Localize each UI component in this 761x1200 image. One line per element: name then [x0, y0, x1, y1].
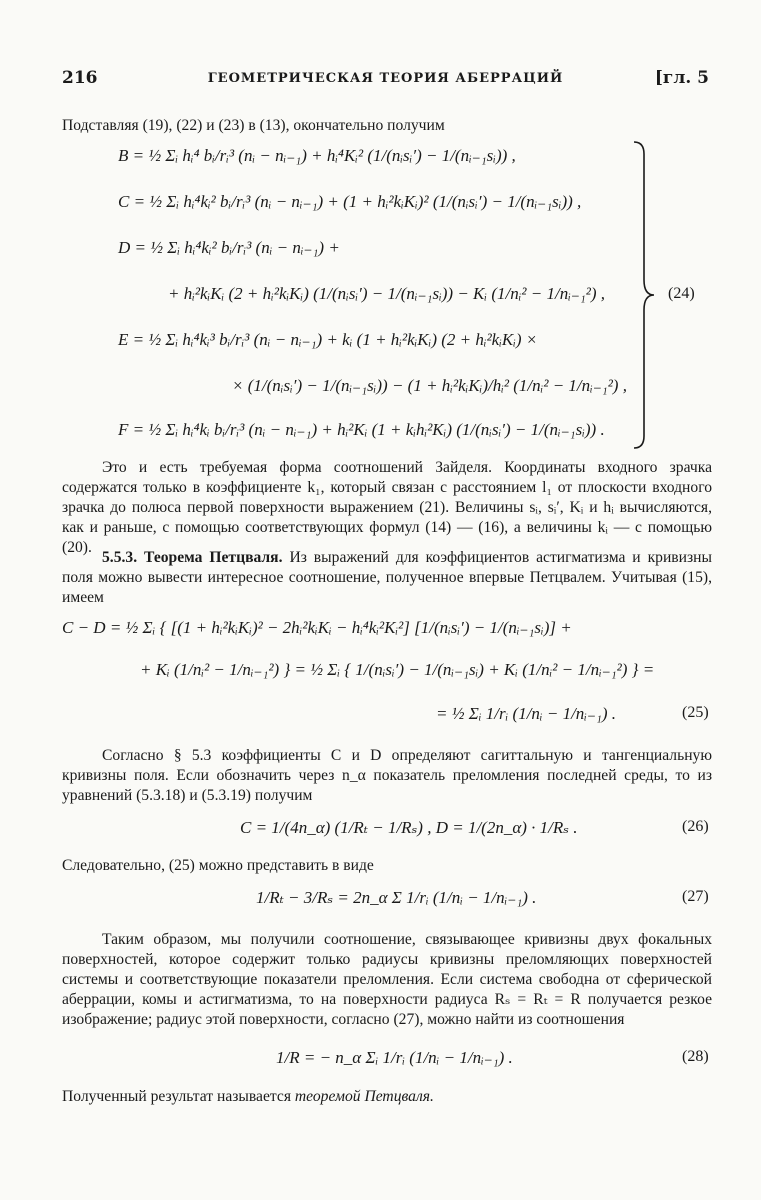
paragraph-therefore: Следовательно, (25) можно представить в виде — [62, 857, 374, 874]
eq24-line-6: × (1/(nᵢsᵢ′) − 1/(nᵢ₋₁sᵢ)) − (1 + hᵢ²kᵢKᵢ)/hᵢ² (1/nᵢ² − 1/nᵢ₋₁²) , — [232, 376, 627, 395]
eq27-text: 1/Rₜ − 3/Rₛ = 2n_α Σ 1/rᵢ (1/nᵢ − 1/nᵢ₋₁) . — [256, 888, 537, 907]
conclusion-line: Полученный результат называется теоремой Петцваля. — [62, 1088, 434, 1105]
eq27-number: (27) — [682, 888, 709, 905]
eq25-number: (25) — [682, 704, 709, 721]
eq25-line-2: + Kᵢ (1/nᵢ² − 1/nᵢ₋₁²) } = ½ Σᵢ { 1/(nᵢsᵢ′) − 1/(nᵢ₋₁sᵢ) + Kᵢ (1/nᵢ² − 1/nᵢ₋₁²) } = — [140, 660, 655, 679]
eq26-text: C = 1/(4n_α) (1/Rₜ − 1/Rₛ) , D = 1/(2n_α) · 1/Rₛ . — [240, 818, 578, 837]
paragraph-focal-surfaces: Таким образом, мы получили соотношение, связывающее кривизны двух фокальных поверхностей, которое содержит только радиусы кривизны преломляющих поверхностей системы и соответствующие показатели преломления. Если система свободна от сферической аберрации, комы и астигматизма, то на поверхности радиуса Rₛ = Rₜ = R получается резкое изображение; радиус этой поверхности, согласно (27), можно найти из соотношения — [62, 931, 712, 1028]
eq25-line-1: C − D = ½ Σᵢ { [(1 + hᵢ²kᵢKᵢ)² − 2hᵢ²kᵢKᵢ − hᵢ⁴kᵢ²Kᵢ²] [1/(nᵢsᵢ′) − 1/(nᵢ₋₁sᵢ)] + — [62, 618, 572, 637]
chapter-marker: [гл. 5 — [654, 68, 709, 88]
eq26-number: (26) — [682, 818, 709, 835]
petzval-theorem-term: теоремой Петцваля. — [294, 1088, 434, 1105]
paragraph-curvature: Согласно § 5.3 коэффициенты C и D определяют сагиттальную и тангенциальную кривизны поля. Если обозначить через n_α показатель преломления последней среды, то из уравнений (5.3.18) и (5.3.19) получим — [62, 747, 712, 804]
eq24-line-3: D = ½ Σᵢ hᵢ⁴kᵢ² bᵢ/rᵢ³ (nᵢ − nᵢ₋₁) + — [118, 238, 340, 257]
eq24-line-7: F = ½ Σᵢ hᵢ⁴kᵢ bᵢ/rᵢ³ (nᵢ − nᵢ₋₁) + hᵢ²Kᵢ (1 + kᵢhᵢ²Kᵢ) (1/(nᵢsᵢ′) − 1/(nᵢ₋₁sᵢ)) . — [118, 420, 605, 439]
running-title: ГЕОМЕТРИЧЕСКАЯ ТЕОРИЯ АБЕРРАЦИЙ — [207, 71, 564, 86]
eq24-line-1: B = ½ Σᵢ hᵢ⁴ bᵢ/rᵢ³ (nᵢ − nᵢ₋₁) + hᵢ⁴Kᵢ² (1/(nᵢsᵢ′) − 1/(nᵢ₋₁sᵢ)) , — [118, 146, 516, 165]
eq24-number: (24) — [668, 285, 695, 302]
section-heading: 5.5.3. Теорема Петцваля. — [102, 549, 283, 566]
eq28-text: 1/R = − n_α Σᵢ 1/rᵢ (1/nᵢ − 1/nᵢ₋₁) . — [276, 1048, 513, 1067]
paragraph-seidel: Это и есть требуемая форма соотношений Зайделя. Координаты входного зрачка содержатся только в коэффициенте k₁, который связан с расстоянием l₁ от плоскости входного зрачка до полюса первой поверхности выражением (21). Величины sᵢ, sᵢ′, Kᵢ и hᵢ вычисляются, как и раньше, с помощью соответствующих формул (14) — (16), а величины kᵢ — с помощью (20). — [62, 459, 712, 556]
page-number: 216 — [62, 68, 98, 88]
section-petzval: 5.5.3. Теорема Петцваля. Из выражений для коэффициентов астигматизма и кривизны поля можно вывести интересное соотношение, полученное впервые Петцвалем. Учитывая (15), имеем — [62, 549, 712, 606]
eq25-line-3: = ½ Σᵢ 1/rᵢ (1/nᵢ − 1/nᵢ₋₁) . — [436, 704, 617, 723]
eq24-line-2: C = ½ Σᵢ hᵢ⁴kᵢ² bᵢ/rᵢ³ (nᵢ − nᵢ₋₁) + (1 + hᵢ²kᵢKᵢ)² (1/(nᵢsᵢ′) − 1/(nᵢ₋₁sᵢ)) , — [118, 192, 582, 211]
eq28-number: (28) — [682, 1048, 709, 1065]
running-header — [62, 68, 709, 92]
right-brace — [632, 140, 656, 450]
eq24-line-4: + hᵢ²kᵢKᵢ (2 + hᵢ²kᵢKᵢ) (1/(nᵢsᵢ′) − 1/(nᵢ₋₁sᵢ)) − Kᵢ (1/nᵢ² − 1/nᵢ₋₁²) , — [168, 284, 606, 303]
eq24-line-5: E = ½ Σᵢ hᵢ⁴kᵢ³ bᵢ/rᵢ³ (nᵢ − nᵢ₋₁) + kᵢ (1 + hᵢ²kᵢKᵢ) (2 + hᵢ²kᵢKᵢ) × — [118, 330, 538, 349]
intro-line: Подставляя (19), (22) и (23) в (13), окончательно получим — [62, 117, 445, 134]
